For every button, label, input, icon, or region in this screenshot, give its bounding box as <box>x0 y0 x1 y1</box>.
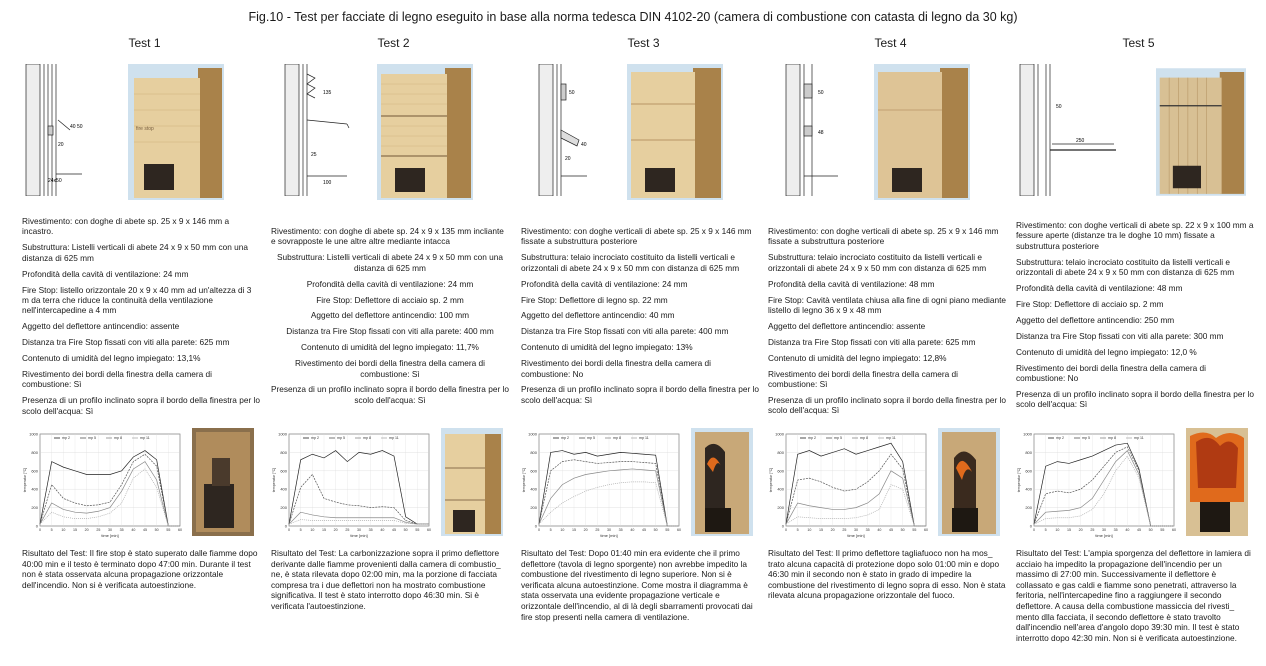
y-tick-label: 1000 <box>775 431 784 437</box>
legend-entry: mp 2 <box>311 436 319 440</box>
y-tick-label: 600 <box>280 468 287 474</box>
x-axis-label: time [min] <box>600 533 618 538</box>
legend-entry: mp 2 <box>1056 436 1064 440</box>
test-result: Risultato del Test: L'ampia sporgenza del deflettore in lamiera di acciaio ha impedito la propagazione dell'incendio per un massimo di 27:00 min. Successivamente il deflettore è collassato e gas caldi e fiamme sono penetrati, attraverso la feritoria, nell'intercapedine fino a raggiungere il secondo deflettore. A causa della combustione massiccia del rivesti_ mento dlla facciata, il secondo deflettore è stato travolto dall'incendio nell'area d'angolo dopo 39:30 min. Il test è stato interrotto dopo 42:30 min. Non si è verificata autoestinzione. <box>1016 548 1251 643</box>
spec-item: Substruttura: telaio incrociato costituito da listelli verticali e orizzontali di abete 24 x 9 x 50 mm con distanza di 625 mm <box>768 252 987 273</box>
x-tick-label: 5 <box>299 528 302 532</box>
x-tick-label: 35 <box>119 528 124 532</box>
y-tick-label: 600 <box>530 468 537 474</box>
test-title: Test 2 <box>377 36 410 50</box>
x-tick-label: 10 <box>61 528 66 532</box>
legend-entry: mp 8 <box>860 436 868 440</box>
test-column-4 <box>768 0 1013 666</box>
spec-item: Fire Stop: Deflettore di legno sp. 22 mm <box>521 294 668 305</box>
spec-item: Presenza di un profilo inclinato sopra il bordo della finestra per lo scolo dell'acqua: Sì <box>521 384 759 405</box>
y-tick-label: 600 <box>777 468 784 474</box>
x-tick-label: 50 <box>403 528 408 532</box>
facade-photo <box>1156 64 1246 200</box>
legend-entry: mp 11 <box>639 436 649 440</box>
spec-item: Rivestimento: con doghe verticali di abete sp. 25 x 9 x 146 mm fissate a substruttura posteriore <box>521 226 752 247</box>
x-tick-label: 5 <box>796 528 799 532</box>
legend-entry: mp 5 <box>337 436 345 440</box>
x-tick-label: 20 <box>84 528 89 532</box>
y-tick-label: 1000 <box>278 431 287 437</box>
x-tick-label: 25 <box>1090 528 1095 532</box>
spec-item: Contenuto di umidità del legno impiegato: 13% <box>521 342 693 353</box>
x-tick-label: 5 <box>549 528 552 532</box>
dim-label: 50 <box>1056 104 1062 110</box>
x-tick-label: 10 <box>560 528 565 532</box>
y-tick-label: 0 <box>534 523 537 529</box>
dim-label: 135 <box>323 90 332 96</box>
x-tick-label: 35 <box>865 528 870 532</box>
section-drawing <box>271 64 371 196</box>
section-drawing <box>768 64 868 196</box>
x-tick-label: 55 <box>166 528 171 532</box>
test-result: Risultato del Test: Il fire stop è stato superato dalle fiamme dopo 40:00 min e il testo è terminato dopo 47:00 min. Durante il test non è stata osservata alcuna propagazione orizzontale dell'incendio. Non si è verificata autoestinzione. <box>22 548 258 590</box>
x-tick-label: 60 <box>677 528 681 532</box>
x-tick-label: 10 <box>310 528 315 532</box>
spec-item: Aggetto del deflettore antincendio: 100 mm <box>310 310 470 321</box>
x-tick-label: 15 <box>322 528 326 532</box>
spec-item: Rivestimento dei bordi della finestra della camera di combustione: No <box>521 358 712 379</box>
legend-entry: mp 2 <box>62 436 70 440</box>
facade-photo <box>627 64 723 200</box>
x-tick-label: 55 <box>1160 528 1165 532</box>
y-tick-label: 800 <box>530 449 537 455</box>
x-tick-label: 55 <box>912 528 917 532</box>
y-tick-label: 1000 <box>528 431 537 437</box>
temperature-chart <box>22 428 184 540</box>
spec-item: Fire Stop: listello orizzontale 20 x 9 x 40 mm ad un'altezza di 3 m da terra che riduce la continuità della ventilazione nell'intercapedine a 4 mm <box>22 284 252 316</box>
y-tick-label: 1000 <box>29 431 38 437</box>
x-axis-label: time [min] <box>101 533 119 538</box>
y-tick-label: 400 <box>530 486 537 492</box>
x-tick-label: 45 <box>392 528 396 532</box>
x-tick-label: 15 <box>572 528 576 532</box>
facade-photo <box>377 64 473 200</box>
spec-item: Substruttura: telaio incrociato costituito da listelli verticali e orizzontali di abete 24 x 9 x 50 mm con distanza di 625 mm <box>521 252 740 273</box>
x-tick-label: 5 <box>50 528 53 532</box>
legend-entry: mp 8 <box>613 436 621 440</box>
y-tick-label: 400 <box>1025 486 1032 492</box>
x-tick-label: 20 <box>1078 528 1083 532</box>
dim-label: 40 <box>581 142 587 148</box>
spec-item: Rivestimento: con doghe verticali di abete sp. 25 x 9 x 146 mm fissate a substruttura posteriore <box>768 226 999 247</box>
legend-entry: mp 2 <box>808 436 816 440</box>
x-tick-label: 25 <box>595 528 600 532</box>
x-tick-label: 20 <box>830 528 835 532</box>
y-tick-label: 400 <box>280 486 287 492</box>
x-tick-label: 25 <box>842 528 847 532</box>
x-tick-label: 0 <box>1033 528 1035 532</box>
x-tick-label: 50 <box>1148 528 1153 532</box>
legend-entry: mp 5 <box>1082 436 1090 440</box>
y-tick-label: 800 <box>280 449 287 455</box>
x-tick-label: 50 <box>154 528 159 532</box>
legend-entry: mp 5 <box>587 436 595 440</box>
dim-label: 50 <box>569 90 575 96</box>
x-tick-label: 50 <box>653 528 658 532</box>
spec-item: Distanza tra Fire Stop fissati con viti alla parete: 625 mm <box>22 337 230 348</box>
y-tick-label: 0 <box>284 523 287 529</box>
y-tick-label: 0 <box>35 523 38 529</box>
x-tick-label: 40 <box>380 528 385 532</box>
x-tick-label: 60 <box>924 528 928 532</box>
spec-item: Aggetto del deflettore antincendio: 250 mm <box>1016 314 1175 325</box>
test-result: Risultato del Test: Il primo deflettore tagliafuoco non ha mos_ trato alcuna capacità di protezione dopo solo 01:00 min e dopo 46:30 min il secondo non è stato in grado di impedire la combustione del rivestimento di legno sopra di esso. Non è stata rilevata alcuna propagazione orizzontale del fuoco. <box>768 548 1006 601</box>
y-tick-label: 200 <box>530 505 537 511</box>
dim-label: 100 <box>323 180 332 186</box>
spec-item: Substruttura: telaio incrociato costituito da listelli verticali e orizzontali di abete 24 x 9 x 50 mm con distanza di 625 mm <box>1016 256 1235 278</box>
x-tick-label: 0 <box>39 528 41 532</box>
test-column-3 <box>521 0 766 666</box>
spec-item: Profondità della cavità di ventilazione: 24 mm <box>306 278 474 289</box>
x-tick-label: 55 <box>415 528 420 532</box>
test-result: Risultato del Test: Dopo 01:40 min era evidente che il primo deflettore (tavola di legno sporgente) non avrebbe impedito la combustione del rivestimento di legno superiore. Non si è verificata alcuna autoestinzione. Come mostra il diagramma è stata osservata una evidente propagazione verticale e orizzontale dell'incendio, al di là degli sbarramenti provocati dai fire stop presenti nella camera di ventilazione. <box>521 548 753 622</box>
y-tick-label: 200 <box>777 505 784 511</box>
y-tick-label: 0 <box>781 523 784 529</box>
dim-label: 24x50 <box>48 178 62 184</box>
y-tick-label: 200 <box>1025 505 1032 511</box>
x-tick-label: 10 <box>807 528 812 532</box>
test-result: Risultato del Test: La carbonizzazione sopra il primo deflettore derivante dalle fiamme provenienti dalla camera di combustio_ ne, è stata rilevata dopo 02:00 min, ma la porzione di facciata compresa tra i due deflettori non ha mostrato combustione significativa. Il test è stato interrotto dopo 46:30 min. Si è verificata l'autoestinzione. <box>271 548 501 611</box>
y-axis-label: temperatur [°C] <box>769 467 773 493</box>
x-tick-label: 25 <box>96 528 101 532</box>
spec-item: Presenza di un profilo inclinato sopra il bordo della finestra per lo scolo dell'acqua: Sì <box>768 394 1006 416</box>
legend-entry: mp 11 <box>886 436 896 440</box>
spec-item: Rivestimento dei bordi della finestra della camera di combustione: Sì <box>22 368 213 390</box>
dim-label: 20 <box>565 156 571 162</box>
spec-item: Rivestimento: con doghe di abete sp. 25 x 9 x 146 mm a incastro. <box>22 216 230 237</box>
spec-item: Rivestimento dei bordi della finestra della camera di combustione: Sì <box>294 358 485 379</box>
x-tick-label: 45 <box>889 528 893 532</box>
y-tick-label: 1000 <box>1023 431 1032 437</box>
temperature-chart <box>768 428 930 540</box>
legend-entry: mp 2 <box>561 436 569 440</box>
y-axis-label: temperatur [°C] <box>1017 467 1021 493</box>
spec-item: Fire Stop: Deflettore di acciaio sp. 2 mm <box>1016 298 1164 309</box>
x-tick-label: 35 <box>1113 528 1118 532</box>
x-tick-label: 5 <box>1044 528 1047 532</box>
spec-item: Profondità della cavità di ventilazione: 48 mm <box>1016 283 1183 294</box>
x-tick-label: 30 <box>854 528 858 532</box>
dim-label: 25 <box>311 152 317 158</box>
section-drawing <box>22 64 122 196</box>
x-tick-label: 60 <box>178 528 182 532</box>
test-specs <box>768 226 1006 421</box>
photo-caption: fire stop <box>136 126 154 132</box>
facade-photo <box>128 64 224 200</box>
dim-label: 250 <box>1076 138 1085 144</box>
y-tick-label: 200 <box>280 505 287 511</box>
legend-entry: mp 11 <box>1134 436 1144 440</box>
x-tick-label: 20 <box>333 528 338 532</box>
test-specs <box>1016 220 1254 415</box>
test-column-5 <box>1016 0 1261 666</box>
x-tick-label: 60 <box>427 528 431 532</box>
y-tick-label: 600 <box>31 468 38 474</box>
test-title: Test 1 <box>128 36 161 50</box>
x-tick-label: 20 <box>583 528 588 532</box>
test-title: Test 3 <box>627 36 660 50</box>
spec-item: Fire Stop: Cavità ventilata chiusa alla fine di ogni piano mediante listello di legno 36 x 9 x 48 mm <box>768 294 1006 315</box>
legend-entry: mp 5 <box>834 436 842 440</box>
spec-item: Presenza di un profilo inclinato sopra il bordo della finestra per lo scolo dell'acqua: Sì <box>1016 388 1254 410</box>
spec-item: Aggetto del deflettore antincendio: assente <box>768 320 926 331</box>
spec-item: Substruttura: Listelli verticali di abete 24 x 9 x 50 mm con una distanza di 625 mm <box>22 242 248 263</box>
fire-test-photo <box>938 428 1000 536</box>
temperature-chart <box>271 428 433 540</box>
x-tick-label: 40 <box>131 528 136 532</box>
x-tick-label: 45 <box>642 528 646 532</box>
dim-label: 40 50 <box>70 124 83 130</box>
spec-item: Profondità della cavità di ventilazione: 24 mm <box>521 278 688 289</box>
section-drawing <box>521 64 621 196</box>
spec-item: Aggetto del deflettore antincendio: assente <box>22 321 180 332</box>
fire-test-photo <box>1186 428 1248 536</box>
spec-item: Rivestimento: con doghe verticali di abete sp. 22 x 9 x 100 mm a fessure aperte (distanze tra le doghe 10 mm) fissate a substruttura posteriore <box>1016 220 1254 251</box>
test-column-1 <box>22 0 267 666</box>
spec-item: Aggetto del deflettore antincendio: 40 mm <box>521 310 675 321</box>
x-tick-label: 30 <box>607 528 611 532</box>
x-tick-label: 10 <box>1055 528 1060 532</box>
x-tick-label: 0 <box>785 528 787 532</box>
legend-entry: mp 8 <box>114 436 122 440</box>
y-tick-label: 600 <box>1025 468 1032 474</box>
fire-test-photo <box>691 428 753 536</box>
x-tick-label: 60 <box>1172 528 1176 532</box>
x-axis-label: time [min] <box>350 533 368 538</box>
x-tick-label: 15 <box>73 528 77 532</box>
legend-entry: mp 8 <box>363 436 371 440</box>
spec-item: Presenza di un profilo inclinato sopra il bordo della finestra per lo scolo dell'acqua: Sì <box>22 395 260 416</box>
spec-item: Contenuto di umidità del legno impiegato: 12,8% <box>768 352 947 363</box>
section-drawing <box>1016 64 1116 196</box>
x-tick-label: 50 <box>900 528 905 532</box>
test-specs <box>271 226 509 411</box>
test-title: Test 5 <box>1122 36 1155 50</box>
dim-label: 20 <box>58 142 64 148</box>
spec-item: Presenza di un profilo inclinato sopra il bordo della finestra per lo scolo dell'acqua: Sì <box>271 384 509 405</box>
test-column-2 <box>271 0 516 666</box>
x-tick-label: 45 <box>1137 528 1141 532</box>
test-title: Test 4 <box>874 36 907 50</box>
x-tick-label: 35 <box>618 528 623 532</box>
spec-item: Distanza tra Fire Stop fissati con viti alla parete: 300 mm <box>1016 330 1224 341</box>
figure-title: Fig.10 - Test per facciate di legno eseguito in base alla norma tedesca DIN 4102-20 (camera di combustione con catasta di legno da 30 kg) <box>248 10 1018 24</box>
spec-item: Profondità della cavità di ventilazione: 48 mm <box>768 278 935 289</box>
spec-item: Contenuto di umidità del legno impiegato: 13,1% <box>22 353 201 364</box>
x-tick-label: 30 <box>1102 528 1106 532</box>
x-tick-label: 35 <box>368 528 373 532</box>
y-tick-label: 200 <box>31 505 38 511</box>
spec-item: Fire Stop: Deflettore di acciaio sp. 2 mm <box>316 294 464 305</box>
y-axis-label: temperatur [°C] <box>23 467 27 493</box>
fire-test-photo <box>192 428 254 536</box>
x-axis-label: time [min] <box>1095 533 1113 538</box>
x-tick-label: 15 <box>819 528 823 532</box>
x-tick-label: 40 <box>630 528 635 532</box>
spec-item: Rivestimento: con doghe di abete sp. 24 x 9 x 135 mm incliante e sovrapposte le une altre altre mediante intacca <box>271 226 504 247</box>
spec-item: Contenuto di umidità del legno impiegato: 12,0 % <box>1016 346 1197 357</box>
dim-label: 50 <box>818 90 824 96</box>
test-specs <box>521 226 759 411</box>
x-tick-label: 0 <box>538 528 540 532</box>
spec-item: Contenuto di umidità del legno impiegato: 11,7% <box>301 342 479 353</box>
y-tick-label: 800 <box>31 449 38 455</box>
fire-test-photo <box>441 428 503 536</box>
x-tick-label: 30 <box>357 528 361 532</box>
y-tick-label: 400 <box>31 486 38 492</box>
spec-item: Distanza tra Fire Stop fissati con viti alla parete: 625 mm <box>768 336 976 347</box>
temperature-chart <box>1016 428 1178 540</box>
legend-entry: mp 11 <box>140 436 150 440</box>
x-tick-label: 45 <box>143 528 147 532</box>
dim-label: 48 <box>818 130 824 136</box>
legend-entry: mp 5 <box>88 436 96 440</box>
legend-entry: mp 11 <box>389 436 399 440</box>
spec-item: Distanza tra Fire Stop fissati con viti alla parete: 400 mm <box>286 326 494 337</box>
x-tick-label: 0 <box>288 528 290 532</box>
y-tick-label: 400 <box>777 486 784 492</box>
x-tick-label: 55 <box>665 528 670 532</box>
spec-item: Rivestimento dei bordi della finestra della camera di combustione: Sì <box>768 368 959 389</box>
spec-item: Profondità della cavità di ventilazione: 24 mm <box>22 268 189 279</box>
y-axis-label: temperatur [°C] <box>522 467 526 493</box>
x-axis-label: time [min] <box>847 533 865 538</box>
spec-item: Rivestimento dei bordi della finestra della camera di combustione: No <box>1016 362 1207 383</box>
y-tick-label: 0 <box>1029 523 1032 529</box>
x-tick-label: 15 <box>1067 528 1071 532</box>
test-specs <box>22 216 260 422</box>
legend-entry: mp 8 <box>1108 436 1116 440</box>
x-tick-label: 30 <box>108 528 112 532</box>
x-tick-label: 25 <box>345 528 350 532</box>
temperature-chart <box>521 428 683 540</box>
x-tick-label: 40 <box>877 528 882 532</box>
spec-item: Distanza tra Fire Stop fissati con viti alla parete: 400 mm <box>521 326 729 337</box>
y-tick-label: 800 <box>777 449 784 455</box>
spec-item: Substruttura: Listelli verticali di abete 24 x 9 x 50 mm con una distanza di 625 mm <box>277 252 503 273</box>
y-tick-label: 800 <box>1025 449 1032 455</box>
y-axis-label: temperatur [°C] <box>272 467 276 493</box>
facade-photo <box>874 64 970 200</box>
x-tick-label: 40 <box>1125 528 1130 532</box>
